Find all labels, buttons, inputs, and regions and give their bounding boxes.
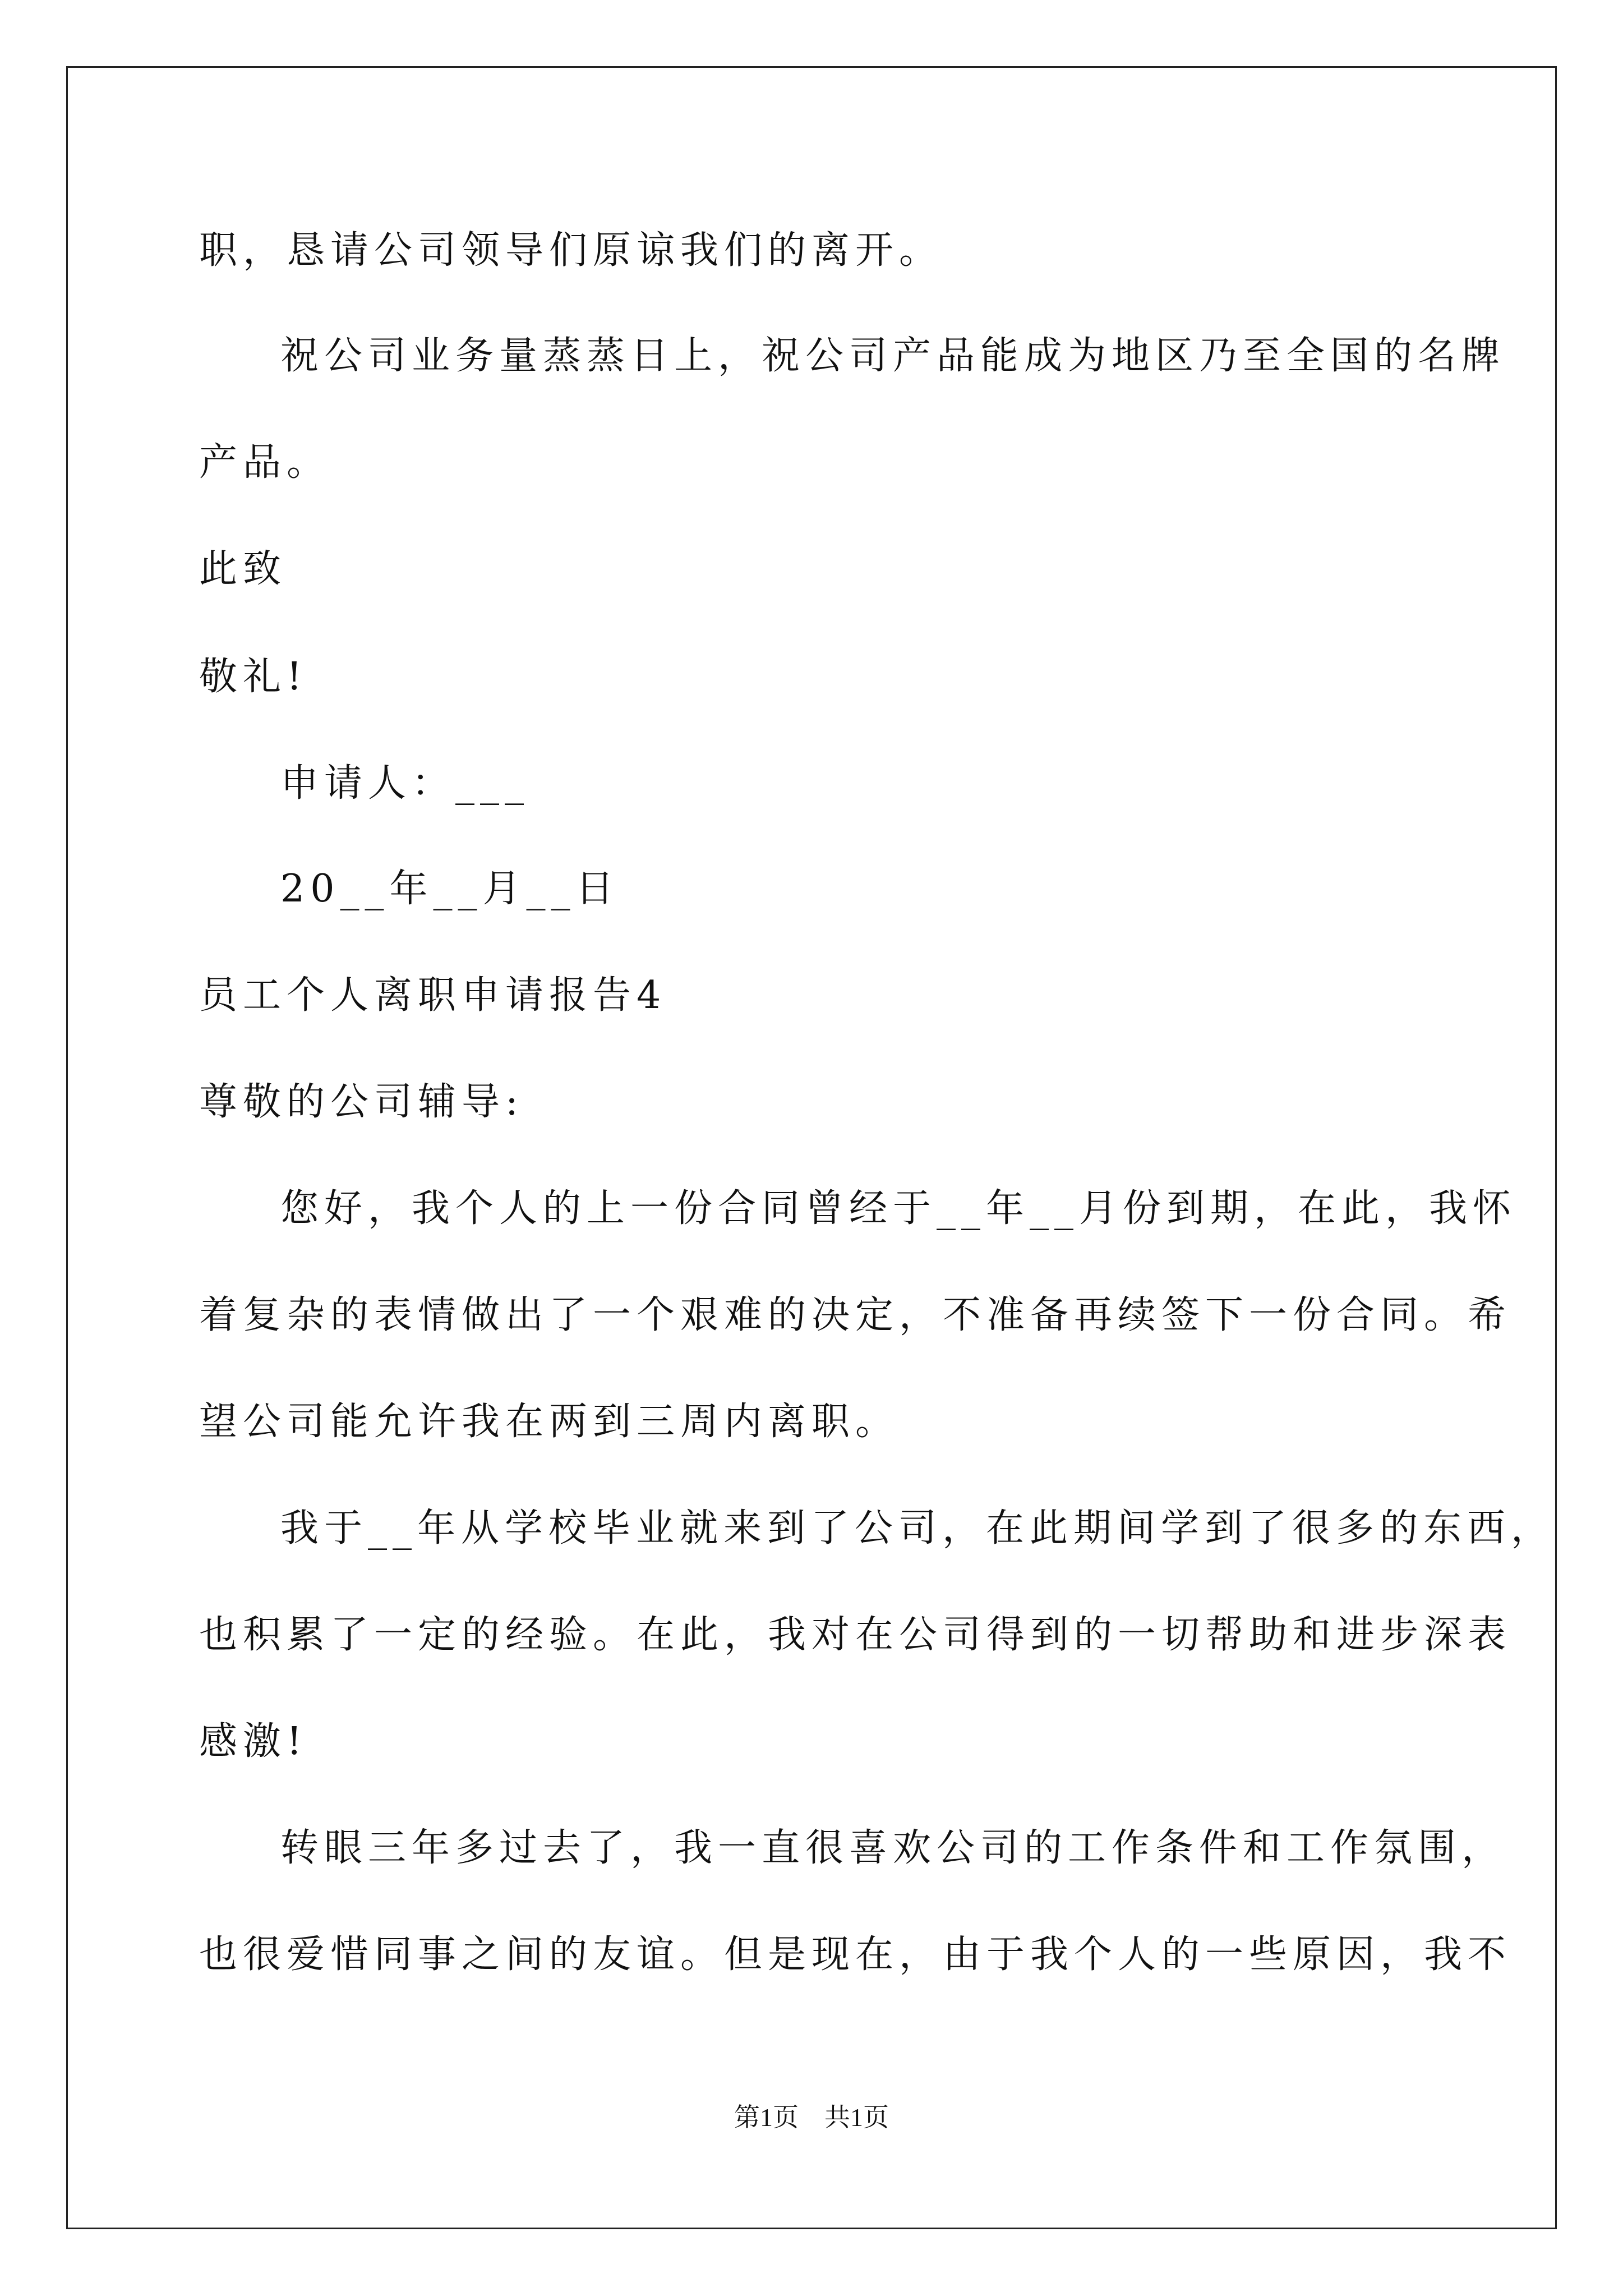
page-footer (0, 2101, 1623, 2134)
section-heading: 员工个人离职申请报告4 (199, 973, 667, 1018)
page-number: 第1页 (734, 2103, 799, 2132)
text-line: 祝公司业务量蒸蒸日上，祝公司产品能成为地区乃至全国的名牌 (280, 334, 1506, 378)
text-line: 望公司能允许我在两到三周内离职。 (199, 1400, 900, 1444)
text-line: 感激! (199, 1719, 308, 1764)
text-line: 我于__年从学校毕业就来到了公司，在此期间学到了很多的东西， (280, 1506, 1555, 1550)
text-line: 也很爱惜同事之间的友谊。但是现在，由于我个人的一些原因，我不 (199, 1932, 1512, 1977)
text-line: 着复杂的表情做出了一个艰难的决定，不准备再续签下一份合同。希 (199, 1293, 1512, 1337)
text-line: 申请人：___ (280, 761, 530, 806)
page-border (66, 66, 1557, 2229)
text-line: 敬礼! (199, 655, 308, 699)
text-line: 此致 (199, 547, 287, 591)
text-line: 转眼三年多过去了，我一直很喜欢公司的工作条件和工作氛围， (280, 1826, 1506, 1870)
text-line: 产品。 (199, 440, 331, 485)
text-line: 您好，我个人的上一份合同曾经于__年__月份到期，在此，我怀 (280, 1186, 1517, 1231)
text-line: 也积累了一定的经验。在此，我对在公司得到的一切帮助和进步深表 (199, 1613, 1512, 1657)
text-line: 职，恳请公司领导们原谅我们的离开。 (199, 228, 943, 273)
page-count: 共1页 (824, 2103, 889, 2132)
text-line: 20__年__月__日 (280, 867, 620, 911)
salutation: 尊敬的公司辅导: (199, 1080, 524, 1124)
